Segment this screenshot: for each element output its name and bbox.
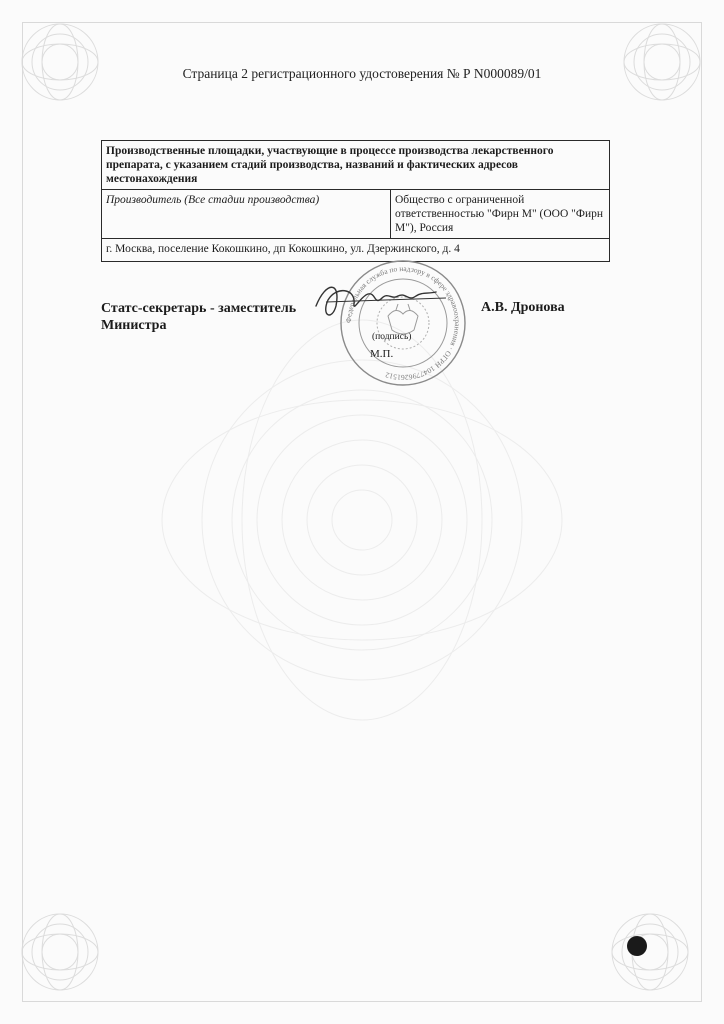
signatory-name: А.В. Дронова <box>481 300 565 315</box>
producer-role-cell: Производитель (Все стадии производства) <box>102 190 391 239</box>
seal-ring-text: Федеральная служба по надзору в сфере здравоохранения · ОГРН 1047796261512 <box>343 263 463 383</box>
seal-place-caption: М.П. <box>370 348 394 360</box>
company-cell: Общество с ограниченной ответственностью "Фирн М" (ООО "Фирн М"), Россия <box>391 190 610 239</box>
production-sites-table <box>101 140 610 262</box>
signature-caption: (подпись) <box>372 332 412 342</box>
table-row <box>102 190 610 239</box>
handwritten-signature <box>296 276 456 326</box>
table-heading: Производственные площадки, участвующие в процессе производства лекарственного препарата, с указанием стадий производства, названий и фактических адресов местонахождения <box>102 141 610 190</box>
address-cell: г. Москва, поселение Кокошкино, дп Кокошкино, ул. Дзержинского, д. 4 <box>102 239 610 262</box>
page-header: Страница 2 регистрационного удостоверения № Р N000089/01 <box>182 66 542 81</box>
punch-hole <box>627 936 647 956</box>
table-header-row <box>102 141 610 190</box>
signatory-position: Статс-секретарь - заместитель Министра <box>101 301 297 333</box>
